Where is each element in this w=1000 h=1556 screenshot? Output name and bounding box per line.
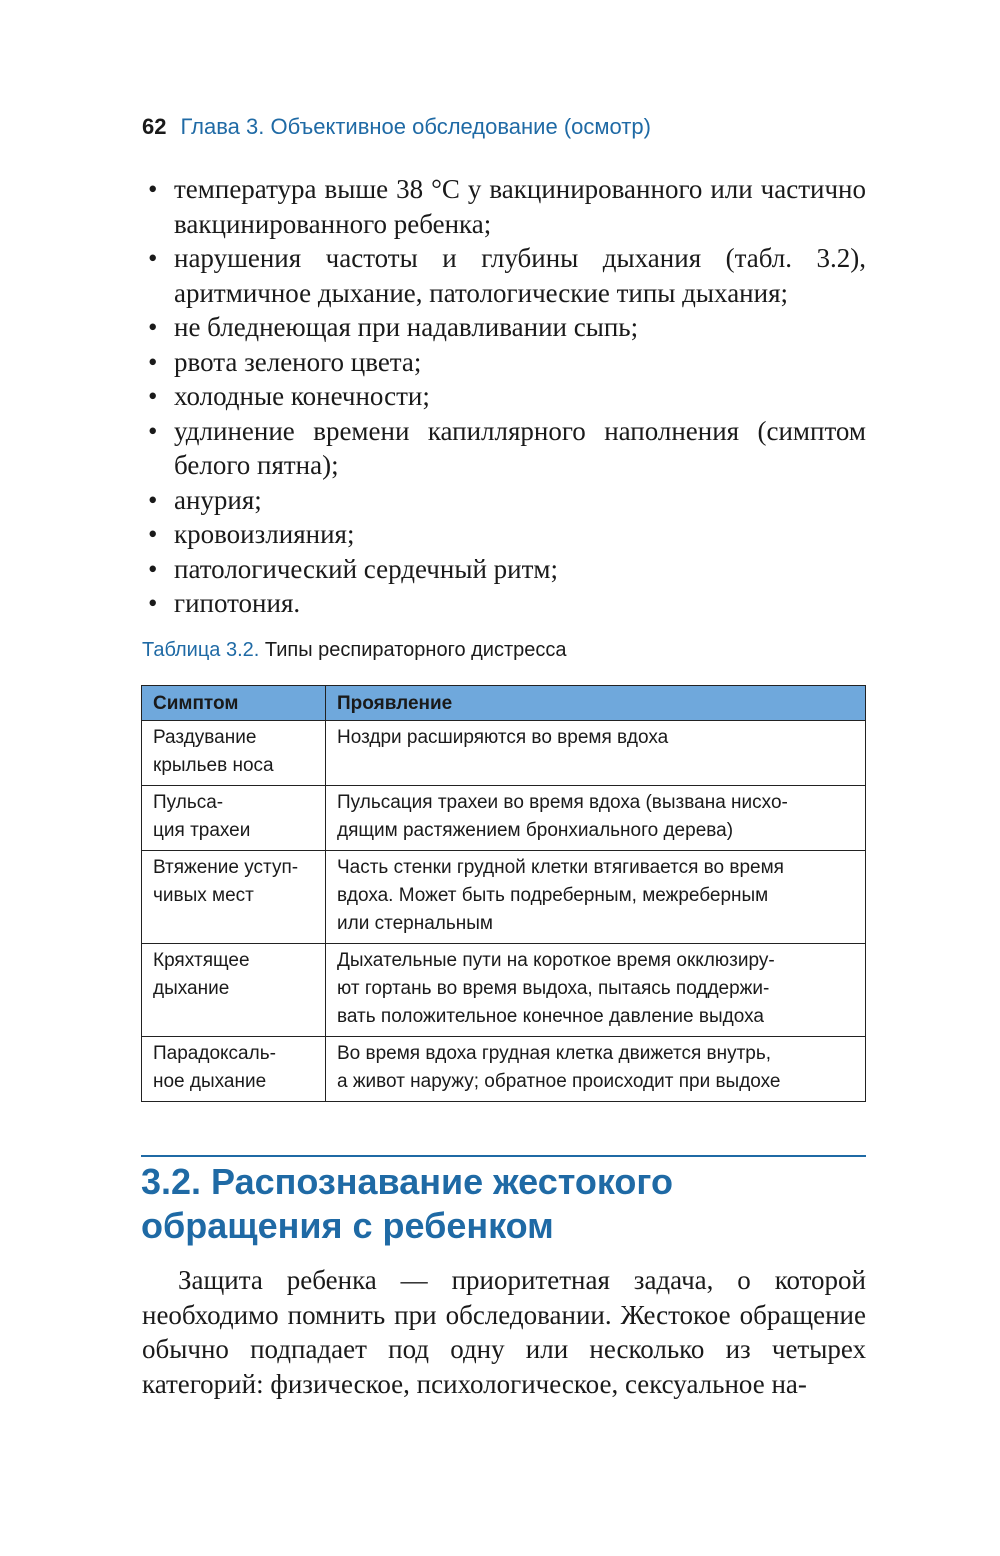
list-item: • не бледнеющая при надавливании сыпь;: [174, 310, 866, 345]
list-item: • холодные конечности;: [174, 379, 866, 414]
list-item: • патологический сердечный ритм;: [174, 552, 866, 587]
list-item: • нарушения частоты и глубины дыхания (табл. 3.2), аритмичное дыхание, патологические типы дыхания;: [174, 241, 866, 310]
section-title: 3.2. Распознавание жестокого обращения с ребенком: [141, 1161, 673, 1246]
table-header-row: [142, 686, 866, 721]
manifestation-cell: Ноздри расширяются во время вдоха: [326, 721, 866, 786]
list-item: • гипотония.: [174, 586, 866, 621]
list-item: • рвота зеленого цвета;: [174, 345, 866, 380]
body-paragraph: Защита ребенка — приоритетная задача, о которой необходимо помнить при обследовании. Жестокое обращение обычно подпадает под одну или несколько из четырех категорий: физическое, психологическое, сексуальное на-: [142, 1265, 866, 1399]
manifestation-cell: Часть стенки грудной клетки втягивается во время вдоха. Может быть подреберным, межреберным или стернальным: [326, 851, 866, 944]
symptom-list: [174, 172, 866, 621]
respiratory-distress-table: [141, 685, 866, 1102]
section-divider: [141, 1155, 866, 1157]
running-head: [142, 114, 651, 140]
list-item: • удлинение времени капиллярного наполнения (симптом белого пятна);: [174, 414, 866, 483]
table-row: [142, 721, 866, 786]
table-caption-text: Типы респираторного дистресса: [264, 639, 567, 661]
page-number: 62: [142, 114, 167, 139]
table-row: [142, 851, 866, 944]
symptom-cell: Кряхтящее дыхание: [142, 944, 326, 1037]
table-caption: [142, 639, 567, 662]
column-header-manifestation: Проявление: [326, 686, 866, 721]
chapter-title: Глава 3. Объективное обследование (осмотр): [180, 114, 651, 139]
table-caption-label: Таблица 3.2.: [142, 639, 260, 661]
manifestation-cell: Дыхательные пути на короткое время окклюзиру- ют гортань во время выдоха, пытаясь поддержи- вать положительное конечное давление выдоха: [326, 944, 866, 1037]
table-row: [142, 786, 866, 851]
manifestation-cell: Пульсация трахеи во время вдоха (вызвана нисхо- дящим растяжением бронхиального дерева): [326, 786, 866, 851]
table-row: [142, 1037, 866, 1102]
column-header-symptom: Симптом: [142, 686, 326, 721]
list-item: • анурия;: [174, 483, 866, 518]
list-item: • температура выше 38 °С у вакцинированного или частично вакцинированного ребенка;: [174, 172, 866, 241]
symptom-cell: Втяжение уступ- чивых мест: [142, 851, 326, 944]
list-item: • кровоизлияния;: [174, 517, 866, 552]
symptom-cell: Парадоксаль- ное дыхание: [142, 1037, 326, 1102]
symptom-cell: Раздувание крыльев носа: [142, 721, 326, 786]
symptom-cell: Пульса- ция трахеи: [142, 786, 326, 851]
manifestation-cell: Во время вдоха грудная клетка движется внутрь, а живот наружу; обратное происходит при выдохе: [326, 1037, 866, 1102]
table-row: [142, 944, 866, 1037]
